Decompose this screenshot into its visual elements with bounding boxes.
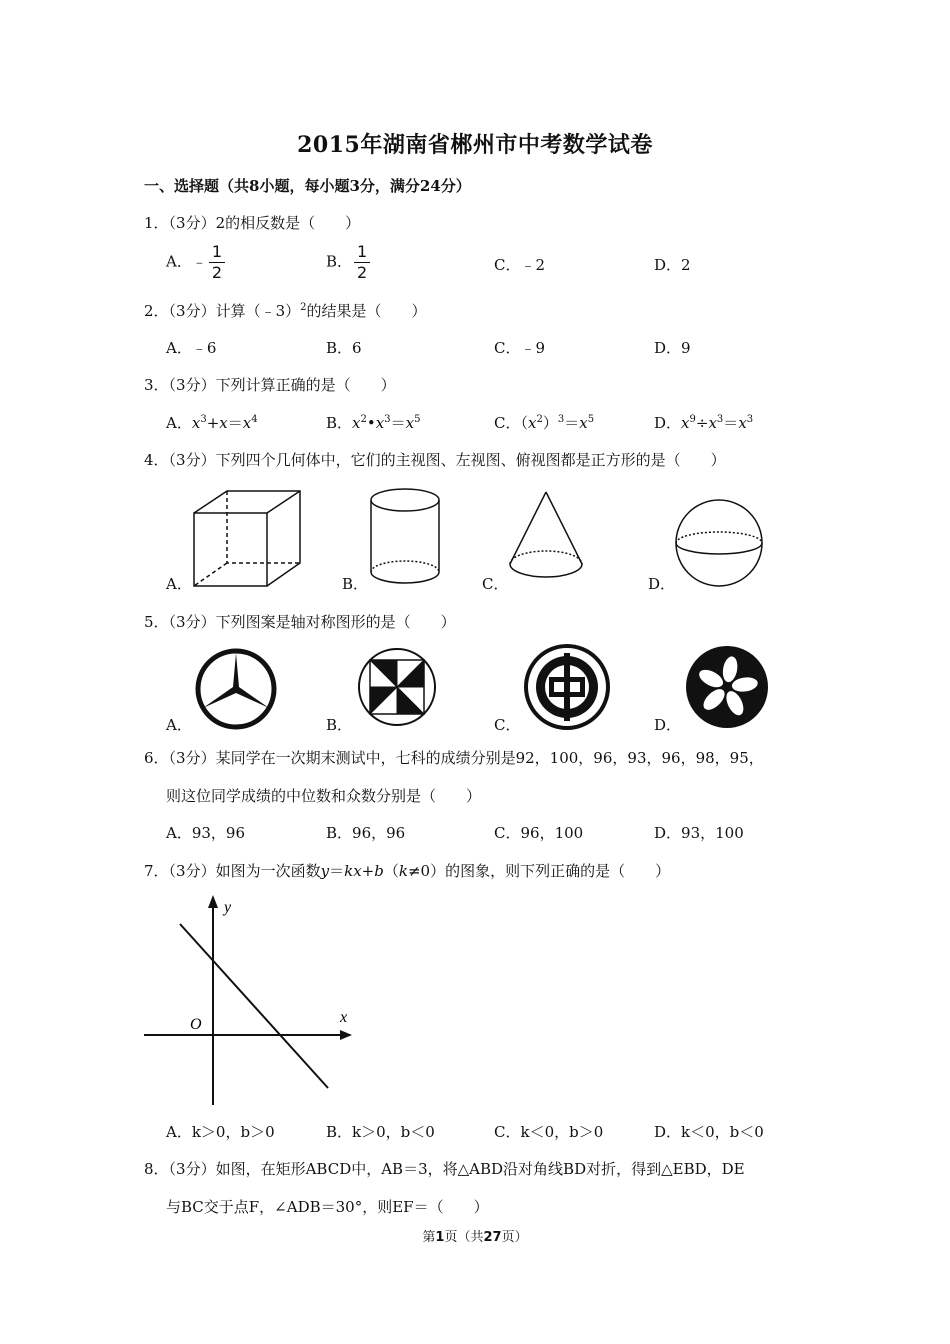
q1-option-c: C．﹣2 (494, 256, 546, 274)
question-7-stem: 7．（3分）如图为一次函数y＝kx+b（k≠0）的图象，则下列正确的是（ ） (144, 862, 671, 880)
q5-option-a: A． (166, 716, 192, 734)
q4-option-c: C． (482, 575, 509, 593)
question-5-stem: 5．（3分）下列图案是轴对称图形的是（ ） (144, 613, 456, 631)
q5-option-d: D． (654, 716, 682, 734)
y-axis-label: y (224, 899, 232, 916)
q2-option-a: A．﹣6 (166, 339, 217, 357)
q2-option-d: D．9 (654, 339, 691, 357)
bank-logo-pattern (523, 643, 611, 731)
q1-a-fraction: $\frac{1}{2}$ (209, 244, 225, 281)
q2-option-b: B．6 (326, 339, 362, 357)
q6-option-d: D．93，100 (654, 824, 744, 842)
q6-option-b: B．96，96 (326, 824, 406, 842)
q7-option-b: B．k＞0，b＜0 (326, 1123, 435, 1141)
q5-option-c: C． (494, 716, 521, 734)
bauhinia-flower-emblem (684, 644, 770, 730)
cube-figure (190, 488, 305, 590)
sphere-figure (672, 496, 766, 590)
q1-option-b: B． $\frac{1}{2}$ (326, 244, 370, 281)
pinwheel-pattern (356, 646, 438, 728)
question-8-stem-line2: 与BC交于点F，∠ADB＝30°，则EF＝（ ） (166, 1198, 489, 1216)
q6-option-a: A．93，96 (166, 824, 246, 842)
q5-option-b: B． (326, 716, 353, 734)
q4-option-d: D． (648, 575, 676, 593)
q6-option-c: C．96，100 (494, 824, 584, 842)
question-2-stem: 2．（3分）计算（﹣3）$^2$的结果是（ ） (144, 302, 427, 320)
question-6-stem-line1: 6．（3分）某同学在一次期末测试中，七科的成绩分别是92，100，96，93，96，98，95， (144, 749, 764, 767)
page-title: 2015年湖南省郴州市中考数学试卷 (297, 132, 653, 158)
three-pointed-star-logo (193, 646, 279, 732)
question-6-stem-line2: 则这位同学成绩的中位数和众数分别是（ ） (166, 787, 482, 805)
function-line (180, 924, 328, 1088)
question-3-stem: 3．（3分）下列计算正确的是（ ） (144, 376, 396, 394)
page-footer: 第1页（共27页） (422, 1230, 528, 1245)
q7-option-c: C．k＜0，b＞0 (494, 1123, 604, 1141)
question-4-stem: 4．（3分）下列四个几何体中，它们的主视图、左视图、俯视图都是正方形的是（ ） (144, 451, 726, 469)
q4-option-a: A． (166, 575, 192, 593)
q3-option-d: D．$x^9\div x^3=x^3$ (654, 414, 754, 432)
q3-option-a: A．$x^3+x=x^4$ (166, 414, 258, 432)
section-heading: 一、选择题（共8小题，每小题3分，满分24分） (144, 177, 471, 195)
x-axis-label: x (340, 1009, 348, 1026)
origin-label: O (190, 1016, 202, 1033)
q7-option-d: D．k＜0，b＜0 (654, 1123, 764, 1141)
q7-option-a: A．k＞0，b＞0 (166, 1123, 275, 1141)
question-8-stem-line1: 8．（3分）如图，在矩形ABCD中，AB＝3，将△ABD沿对角线BD对折，得到△EBD，DE (144, 1160, 745, 1178)
q1-b-fraction: $\frac{1}{2}$ (354, 244, 370, 281)
y-axis-arrow-icon (208, 895, 218, 908)
linear-function-graph (140, 890, 360, 1110)
q1-option-a: A．﹣ $\frac{1}{2}$ (166, 244, 225, 281)
x-axis-arrow-icon (340, 1030, 352, 1040)
cylinder-figure (365, 486, 445, 590)
question-1-stem: 1．（3分）2的相反数是（ ） (144, 214, 361, 232)
q1-option-d: D．2 (654, 256, 691, 274)
q4-option-b: B． (342, 575, 369, 593)
q3-option-b: B．$x^2•x^3=x^5$ (326, 414, 421, 432)
cone-figure (505, 488, 587, 590)
q3-option-c: C．$(x^2)^3=x^5$ (494, 414, 595, 432)
q2-option-c: C．﹣9 (494, 339, 546, 357)
